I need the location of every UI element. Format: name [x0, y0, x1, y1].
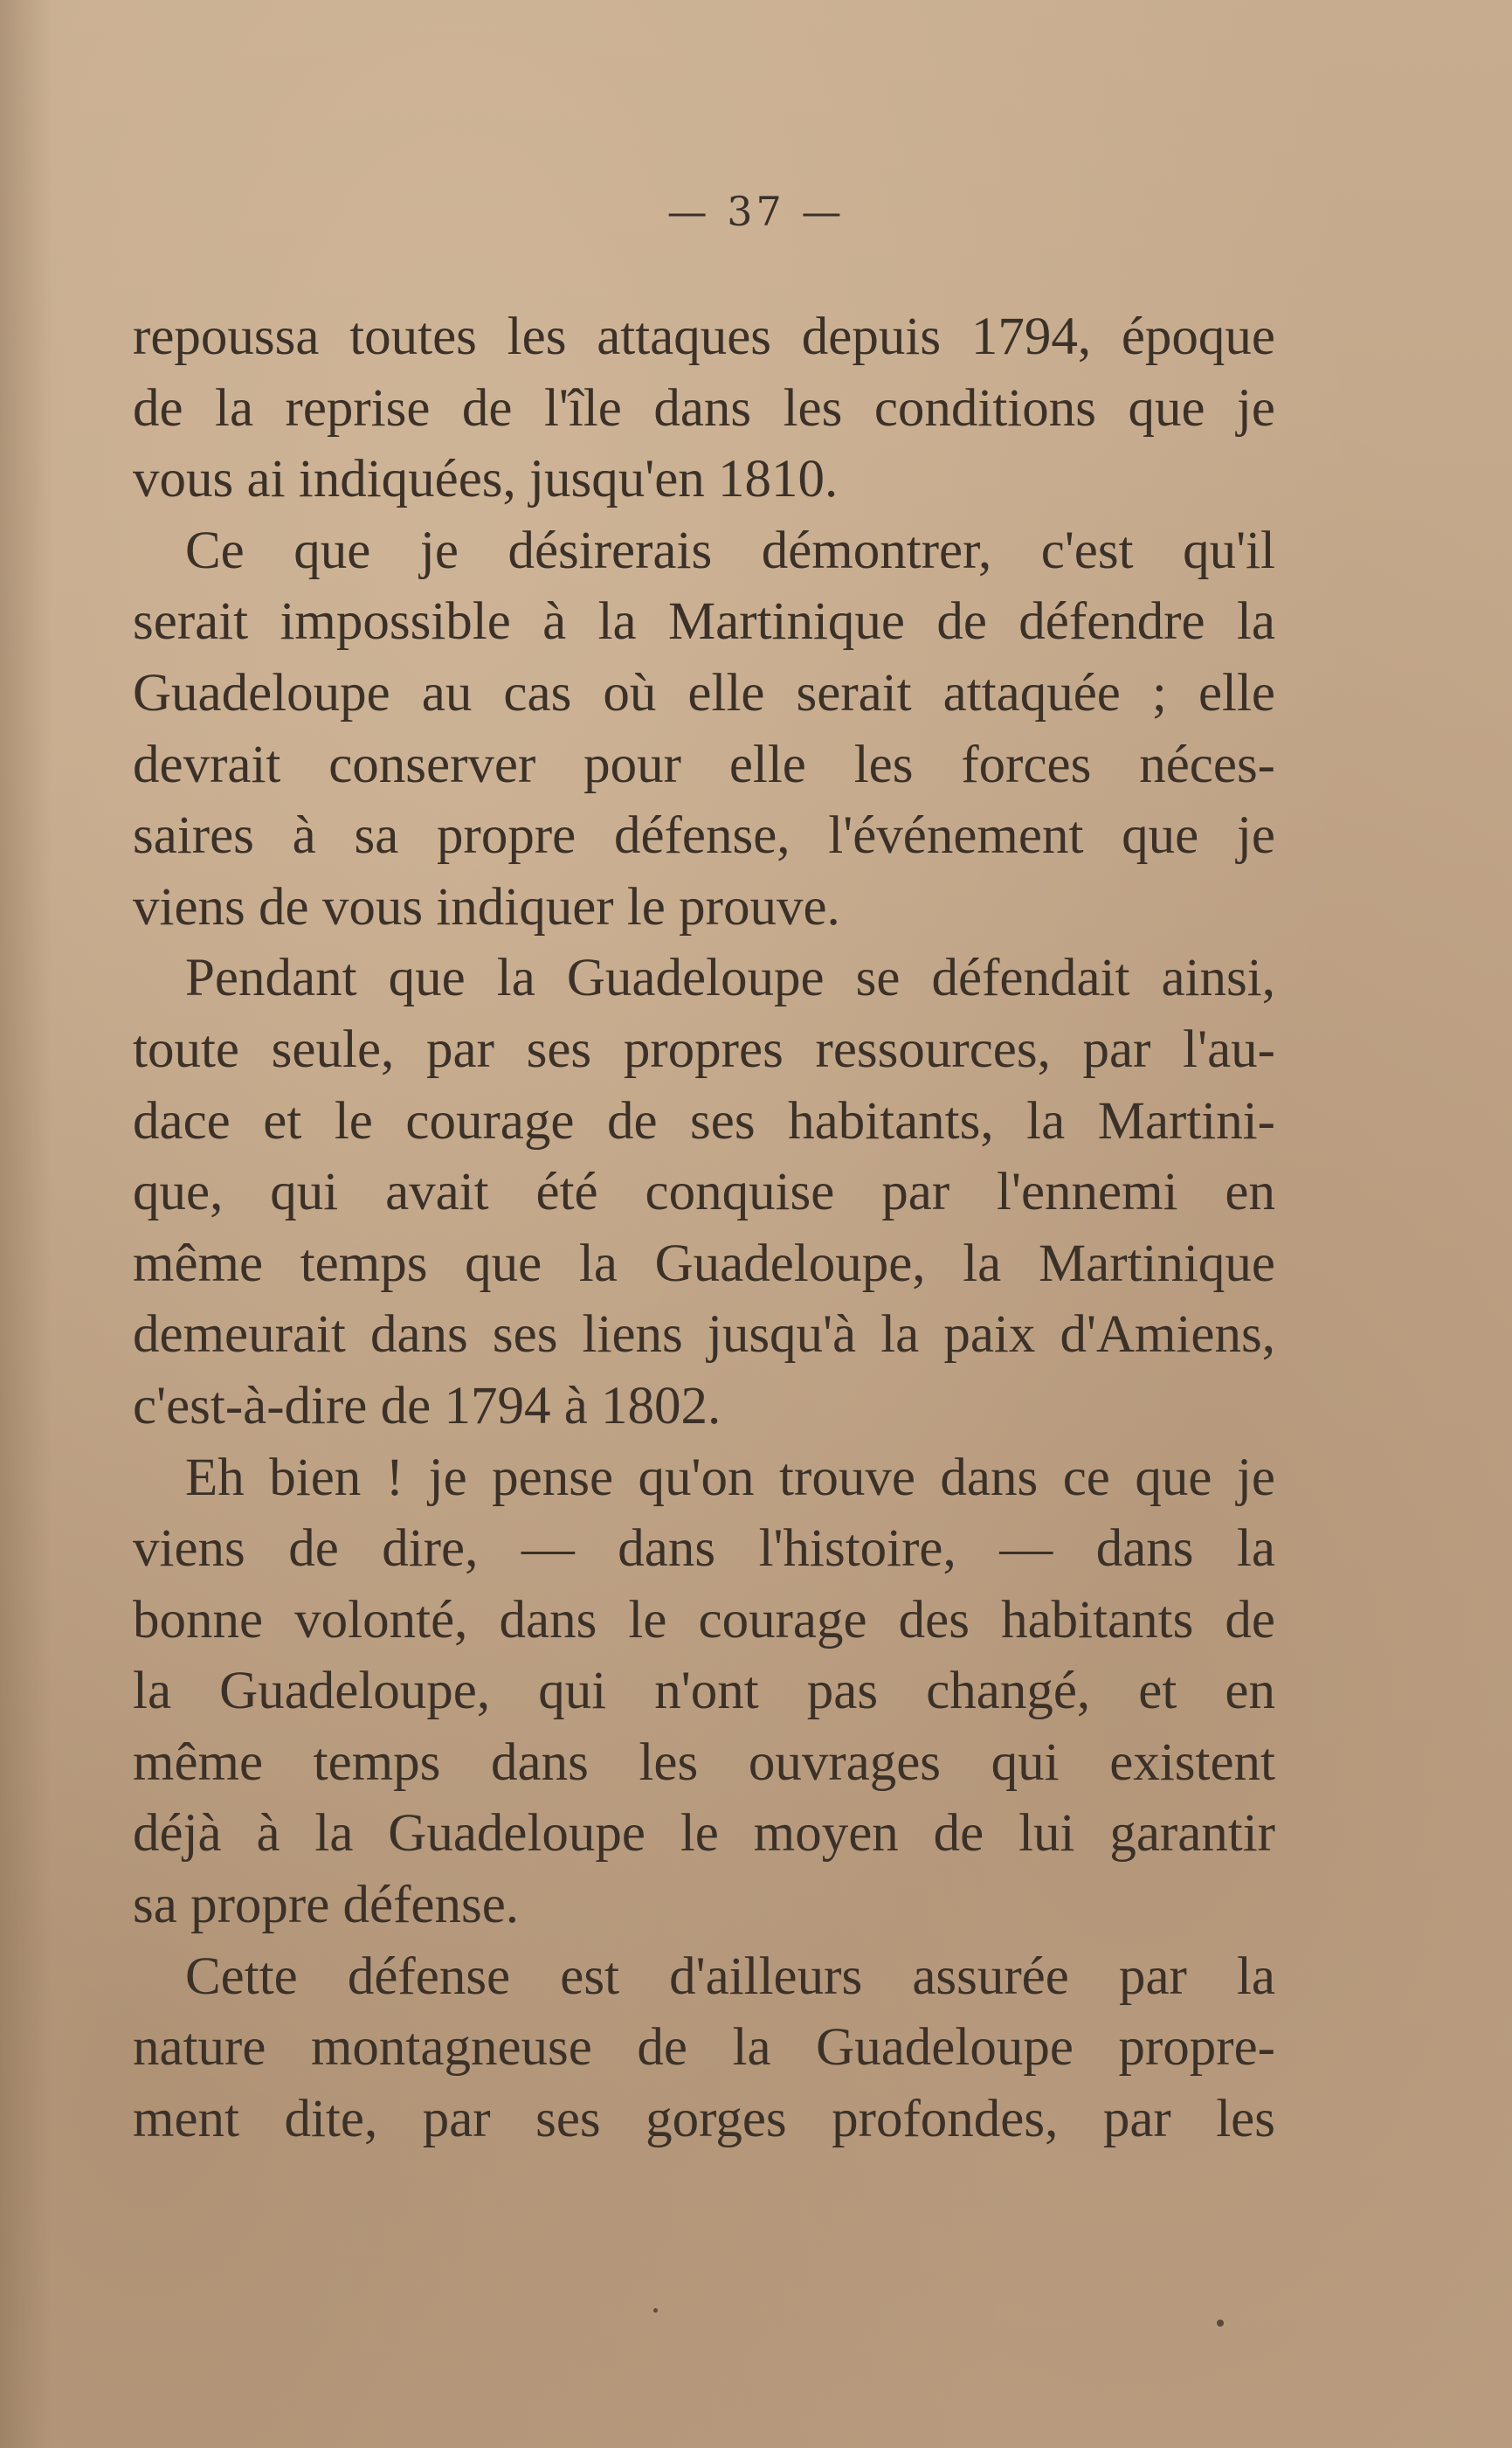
- text-line: demeurait dans ses liens jusqu'à la paix d'Amiens,: [133, 1305, 1275, 1365]
- page-edge-shadow: [0, 0, 52, 2448]
- text-line: nature montagneuse de la Guadeloupe propre-: [133, 2018, 1275, 2078]
- paragraph: [133, 943, 1275, 1442]
- paragraph: [133, 301, 1275, 515]
- text-line: déjà à la Guadeloupe le moyen de lui garantir: [133, 1804, 1275, 1864]
- paragraph: [133, 1941, 1275, 2155]
- text-line: Guadeloupe au cas où elle serait attaquée ; elle: [133, 663, 1275, 723]
- text-line: ment dite, par ses gorges profondes, par les: [133, 2089, 1275, 2148]
- text-line: Cette défense est d'ailleurs assurée par la: [185, 1947, 1275, 2006]
- text-line: devrait conserver pour elle les forces néces-: [133, 735, 1275, 794]
- body-text: [133, 301, 1275, 2154]
- paper-speck: [653, 2308, 658, 2313]
- text-line: dace et le courage de ses habitants, la Martini-: [133, 1091, 1275, 1151]
- text-line: Eh bien ! je pense qu'on trouve dans ce que je: [185, 1448, 1275, 1507]
- page-number: — 37 —: [666, 188, 846, 235]
- text-line: saires à sa propre défense, l'événement que je: [133, 806, 1275, 866]
- text-line: sa propre défense.: [133, 1876, 520, 1935]
- paragraph: [133, 1442, 1275, 1941]
- text-line: viens de vous indiquer le prouve.: [133, 877, 840, 937]
- text-line: vous ai indiquées, jusqu'en 1810.: [133, 450, 839, 509]
- text-line: la Guadeloupe, qui n'ont pas changé, et en: [133, 1662, 1275, 1721]
- text-line: que, qui avait été conquise par l'ennemi en: [133, 1163, 1275, 1222]
- text-line: Ce que je désirerais démontrer, c'est qu'il: [185, 521, 1275, 580]
- paragraph: [133, 515, 1275, 944]
- text-line: bonne volonté, dans le courage des habitants de: [133, 1590, 1275, 1649]
- text-line: c'est-à-dire de 1794 à 1802.: [133, 1376, 721, 1435]
- text-line: viens de dire, — dans l'histoire, — dans la: [133, 1519, 1275, 1579]
- text-line: toute seule, par ses propres ressources, par l'au-: [133, 1020, 1275, 1079]
- text-line: même temps que la Guadeloupe, la Martinique: [133, 1234, 1275, 1293]
- text-line: Pendant que la Guadeloupe se défendait ainsi,: [185, 949, 1275, 1008]
- text-line: repoussa toutes les attaques depuis 1794, époque: [133, 308, 1275, 366]
- text-line: de la reprise de l'île dans les conditions que je: [133, 378, 1275, 438]
- paper-speck: [1217, 2320, 1224, 2327]
- text-line: serait impossible à la Martinique de défendre la: [133, 592, 1275, 652]
- text-line: même temps dans les ouvrages qui existent: [133, 1732, 1275, 1792]
